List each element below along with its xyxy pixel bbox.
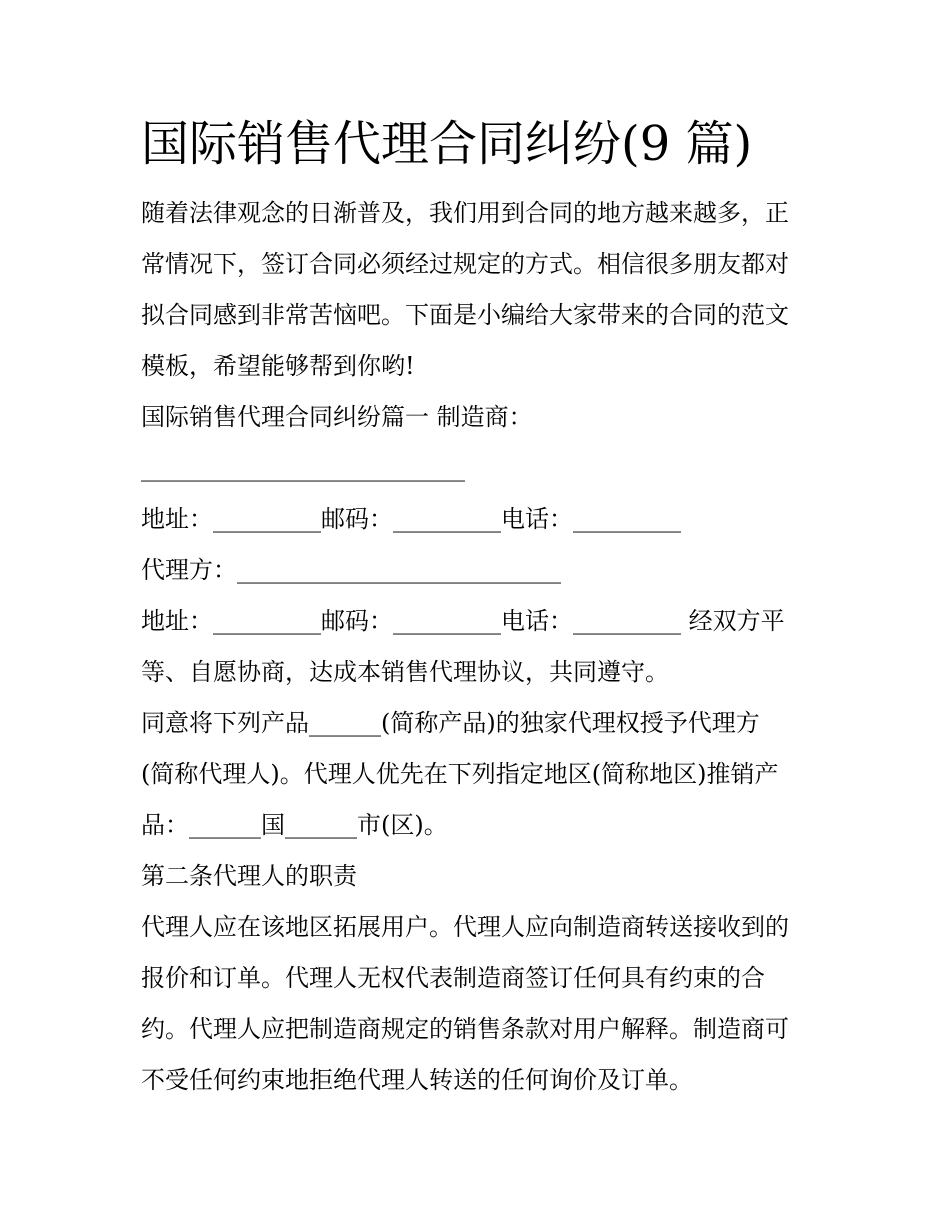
agent-line: 代理方：___________________________ — [141, 556, 561, 584]
address-line: 地址：_________邮码：_________电话：_________ — [141, 505, 681, 533]
document-page — [141, 112, 813, 1106]
blank-fill-line: ___________________________ — [141, 454, 465, 482]
address-line: 地址：_________邮码：_________电话：_________ 经双方平 — [141, 607, 785, 635]
paragraph-line: (简称代理人)。代理人优先在下列指定地区(简称地区)推销产 — [141, 760, 779, 788]
paragraph-line: 模板，希望能够帮到你哟! — [141, 352, 415, 380]
paragraph-line: 同意将下列产品______(简称产品)的独家代理权授予代理方 — [141, 709, 760, 737]
paragraph-line: 品：______国______市(区)。 — [141, 811, 448, 839]
document-title: 国际销售代理合同纠纷(9 篇) — [141, 116, 753, 172]
section-heading-line: 国际销售代理合同纠纷篇一 制造商： — [141, 403, 533, 431]
paragraph-line: 报价和订单。代理人无权代表制造商签订任何具有约束的合 — [141, 964, 765, 992]
paragraph-line: 拟合同感到非常苦恼吧。下面是小编给大家带来的合同的范文 — [141, 301, 789, 329]
paragraph-line: 等、自愿协商，达成本销售代理协议，共同遵守。 — [141, 658, 669, 686]
clause-heading: 第二条代理人的职责 — [141, 862, 357, 890]
paragraph-line: 随着法律观念的日渐普及，我们用到合同的地方越来越多，正 — [141, 199, 789, 227]
paragraph-line: 不受任何约束地拒绝代理人转送的任何询价及订单。 — [141, 1066, 693, 1094]
paragraph-line: 常情况下，签订合同必须经过规定的方式。相信很多朋友都对 — [141, 250, 789, 278]
paragraph-line: 约。代理人应把制造商规定的销售条款对用户解释。制造商可 — [141, 1015, 789, 1043]
paragraph-line: 代理人应在该地区拓展用户。代理人应向制造商转送接收到的 — [141, 913, 789, 941]
